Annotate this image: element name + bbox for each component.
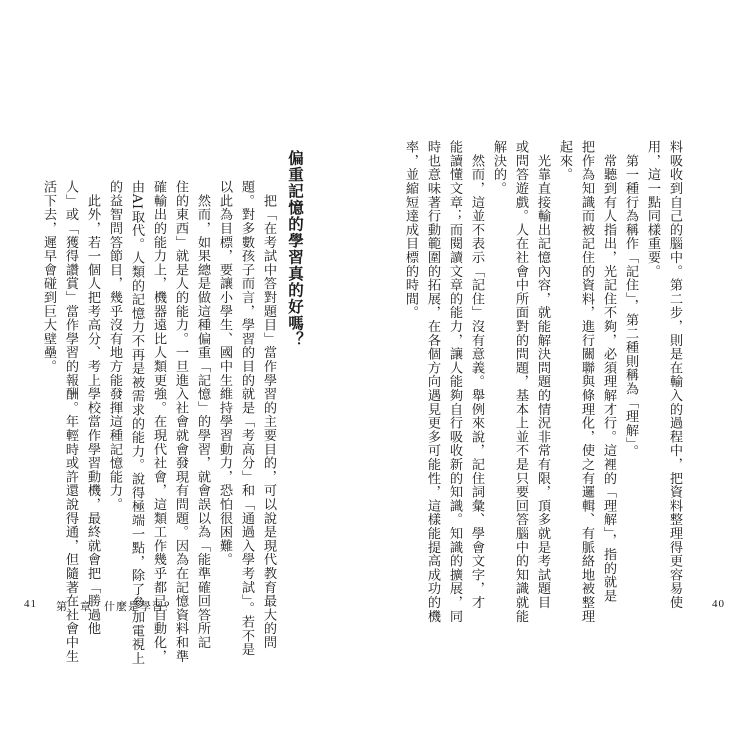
page-number: 40	[712, 598, 725, 610]
body-line: 率，並縮短達成目標的時間。	[403, 140, 418, 320]
body-line: 題。對多數孩子而言，學習的目的就是「考高分」和「通過入學考試」。若不是	[239, 180, 254, 657]
right-page	[375, 0, 750, 750]
body-line: 常聽到有人指出，光記住不夠，必須理解才行。這裡的「理解」，指的就是	[601, 140, 616, 603]
body-line: 此外，若一個人把考高分、考上學校當作學習動機，最終就會把「勝過他	[85, 180, 100, 636]
body-line: 第一種行為稱作「記住」，第二種則稱為「理解」。	[623, 140, 638, 458]
body-line: 的益智問答節目，幾乎沒有地方能發揮這種記憶能力。	[107, 180, 122, 512]
body-line: 用，這一點同樣重要。	[645, 140, 660, 278]
body-line: 料吸收到自己的腦中。第二步，則是在輸入的過程中，把資料整理得更容易使	[667, 140, 682, 610]
body-line: 人」或「獲得讚賞」當作學習的報酬。年輕時或許還說得通，但隨著在社會中生	[63, 180, 78, 663]
body-line: 時也意味著行動範圍的拓展，在各個方向遇見更多可能性，這樣能提高成功的機	[425, 140, 440, 623]
body-line: 住的東西」就是人的能力。一旦進入社會就會發現有問題。因為在記憶資料和準	[173, 180, 188, 663]
body-line: 把「在考試中答對題目」當作學習的主要目的，可以說是現代教育最大的問	[261, 180, 276, 650]
body-line: 然而，這並不表示「記住」沒有意義。舉例來說，記住詞彙、學會文字，才	[469, 140, 484, 610]
body-line: 光靠直接輸出記憶內容，就能解決問題的情況非常有限，頂多就是考試題目	[535, 140, 550, 610]
body-line: 起來。	[557, 140, 572, 182]
page-number: 41	[24, 598, 37, 610]
body-line: 能讀懂文章；而閱讀文章的能力，讓人能夠自行吸收新的知識。知識的擴展，同	[447, 140, 462, 623]
running-head: 第一章 什麼是學習？	[56, 601, 176, 613]
body-line: 以此為目標，要讓小學生、國中生維持學習動力，恐怕很困難。	[217, 180, 232, 567]
body-line: 活下去，遲早會碰到巨大壁壘。	[41, 180, 56, 374]
section-heading: 偏重記憶的學習真的好嗎？	[286, 150, 305, 348]
body-line: 把作為知識而被記住的資料，進行關聯與條理化，使之有邏輯、有脈絡地被整理	[579, 140, 594, 623]
body-line: 由AI取代。人類的記憶力不再是被需求的能力。說得極端一點，除了參加電視上	[129, 180, 144, 666]
body-line: 然而，如果總是做這種偏重「記憶」的學習，就會誤以為「能準確回答所記	[195, 180, 210, 650]
body-line: 或問答遊戲。人在社會中所面對的問題，基本上並不是只要回答腦中的知識就能	[513, 140, 528, 623]
body-line: 解決的。	[491, 140, 506, 196]
body-line: 確輸出的能力上，機器遠比人類更強。在現代社會，這類工作幾乎都已自動化，	[151, 180, 166, 663]
